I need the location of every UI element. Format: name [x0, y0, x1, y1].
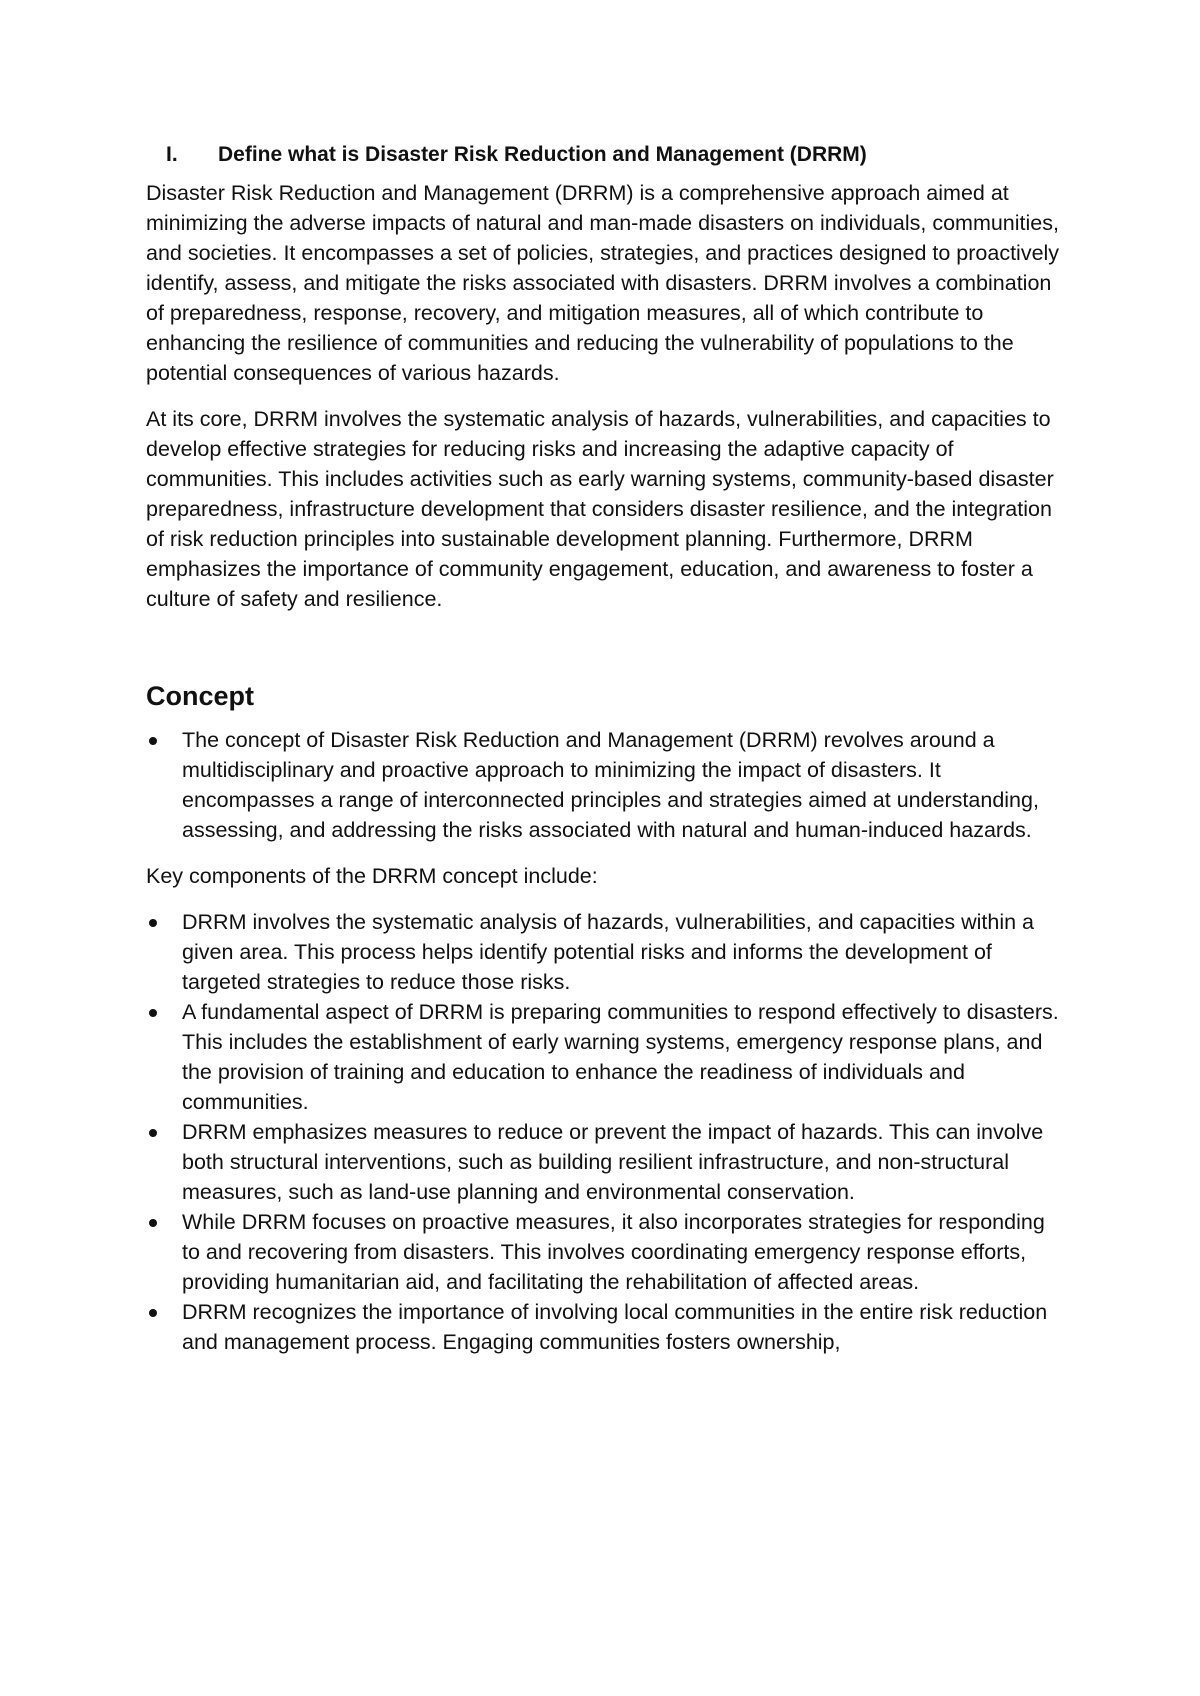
list-item — [146, 997, 1066, 1117]
key-components-list — [146, 907, 1066, 1357]
list-item — [146, 1297, 1066, 1357]
bullet-icon — [149, 737, 157, 745]
section-title: Define what is Disaster Risk Reduction and Management (DRRM) — [218, 143, 867, 166]
section-heading — [146, 140, 1066, 170]
list-item-text: While DRRM focuses on proactive measures, it also incorporates strategies for responding to and recovering from disasters. This involves coordinating emergency response efforts, providing humanitarian aid, and facilitating the rehabilitation of affected areas. — [182, 1210, 1045, 1294]
list-item-text: A fundamental aspect of DRRM is preparing communities to respond effectively to disasters. This includes the establishment of early warning systems, emergency response plans, and the provision of training and education to enhance the readiness of individuals and communities. — [182, 1000, 1059, 1114]
list-item-text: The concept of Disaster Risk Reduction and Management (DRRM) revolves around a multidisciplinary and proactive approach to minimizing the impact of disasters. It encompasses a range of interconnected principles and strategies aimed at understanding, assessing, and addressing the risks associated with natural and human-induced hazards. — [182, 728, 1039, 842]
bullet-icon — [149, 1219, 157, 1227]
bullet-icon — [149, 1309, 157, 1317]
list-item — [146, 725, 1066, 845]
key-components-label: Key components of the DRRM concept include: — [146, 864, 598, 888]
list-item-text: DRRM involves the systematic analysis of hazards, vulnerabilities, and capacities within a given area. This process helps identify potential risks and informs the development of targeted strategies to reduce those risks. — [182, 910, 1035, 994]
list-item — [146, 1207, 1066, 1297]
list-item-text: DRRM emphasizes measures to reduce or prevent the impact of hazards. This can involve both structural interventions, such as building resilient infrastructure, and non-structural measures, such as land-use planning and environmental conservation. — [182, 1120, 1044, 1204]
paragraph: Disaster Risk Reduction and Management (DRRM) is a comprehensive approach aimed at minimizing the adverse impacts of natural and man-made disasters on individuals, communities, and societies. It encompasses a set of policies, strategies, and practices designed to proactively identify, assess, and mitigate the risks associated with disasters. DRRM involves a combination of preparedness, response, recovery, and mitigation measures, all of which contribute to enhancing the resilience of communities and reducing the vulnerability of populations to the potential consequences of various hazards. — [146, 181, 1060, 385]
concept-intro-list — [146, 725, 1066, 845]
bullet-icon — [149, 1129, 157, 1137]
section-number: I. — [166, 143, 178, 166]
list-item — [146, 1117, 1066, 1207]
list-item — [146, 907, 1066, 997]
document-page — [146, 140, 1066, 1373]
list-item-text: DRRM recognizes the importance of involving local communities in the entire risk reduction and management process. Engaging communities fosters ownership, — [182, 1300, 1048, 1354]
paragraph: At its core, DRRM involves the systematic analysis of hazards, vulnerabilities, and capacities to develop effective strategies for reducing risks and increasing the adaptive capacity of communities. This includes activities such as early warning systems, community-based disaster preparedness, infrastructure development that considers disaster resilience, and the integration of risk reduction principles into sustainable development planning. Furthermore, DRRM emphasizes the importance of community engagement, education, and awareness to foster a culture of safety and resilience. — [146, 407, 1054, 611]
concept-heading: Concept — [146, 681, 254, 711]
bullet-icon — [149, 919, 157, 927]
bullet-icon — [149, 1009, 157, 1017]
